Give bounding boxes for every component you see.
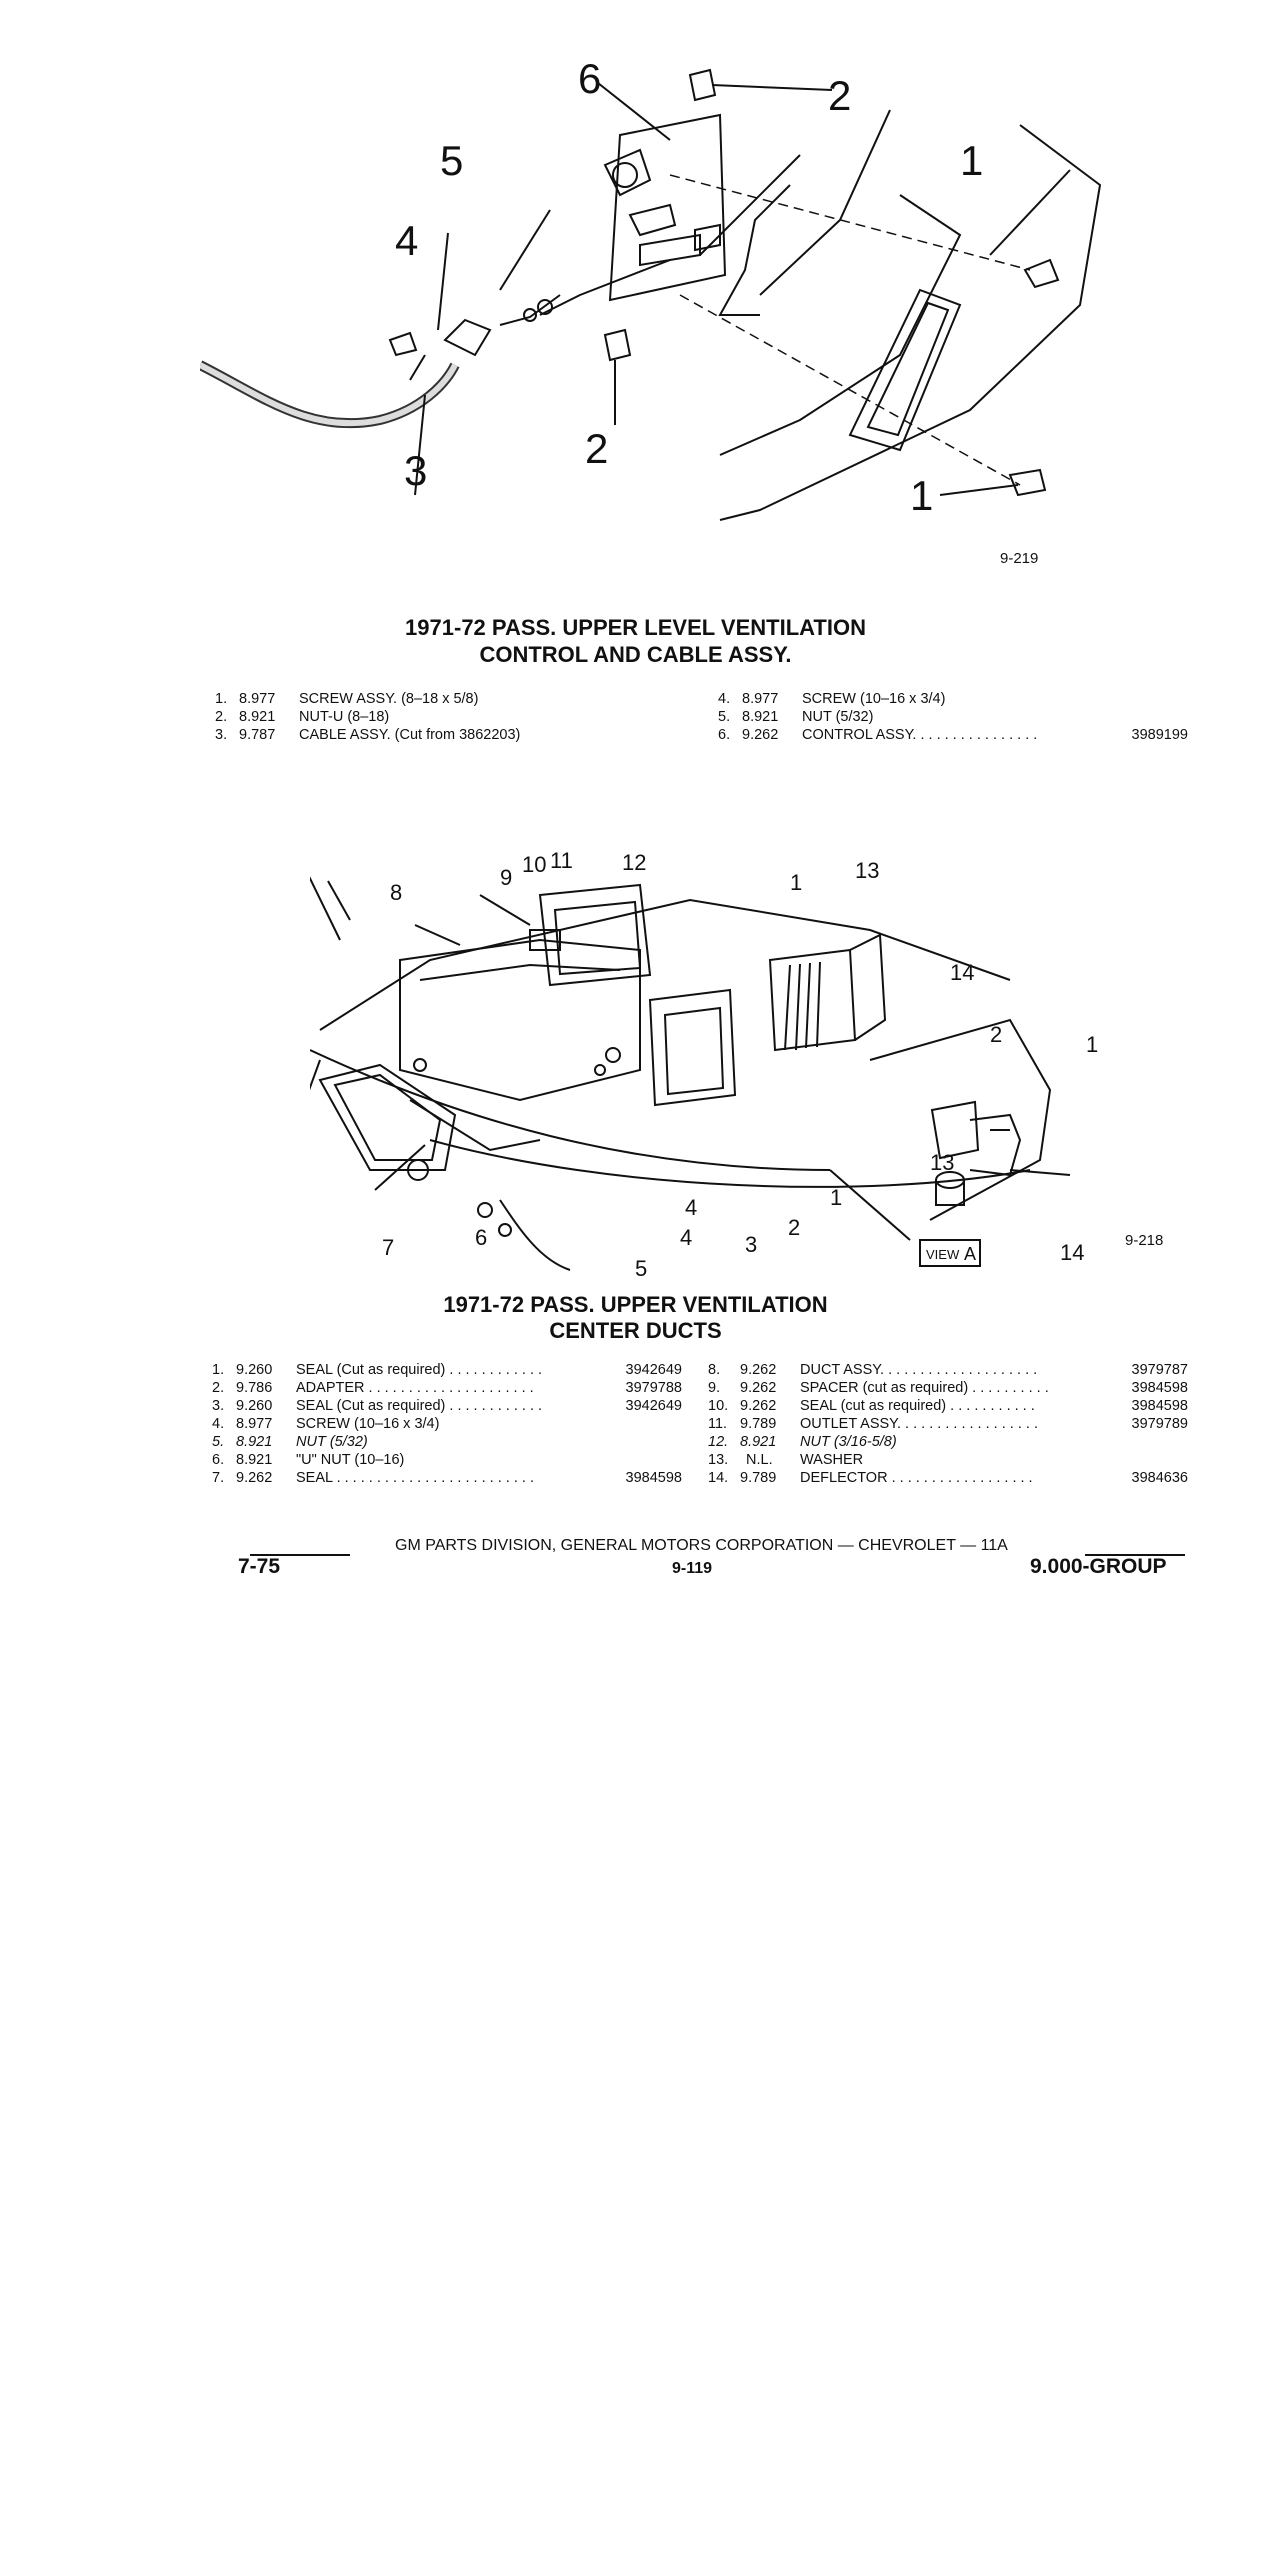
parts-row: 4. 8.977 SCREW (10–16 x 3/4) [718,691,946,707]
svg-text:10: 10 [522,852,547,877]
svg-text:1: 1 [960,137,984,184]
svg-text:6: 6 [475,1225,488,1250]
svg-text:3: 3 [404,447,428,494]
svg-text:14: 14 [1060,1240,1085,1265]
figure1-caption-line1: 1971-72 PASS. UPPER LEVEL VENTILATION [405,615,866,640]
figure1-parts-list-right [718,690,1188,744]
svg-text:13: 13 [930,1150,955,1175]
svg-text:9: 9 [500,865,513,890]
svg-text:VIEW: VIEW [926,1247,960,1262]
svg-text:6: 6 [578,55,602,102]
parts-row: 6. 9.262 CONTROL ASSY. . . . . . . . . . . . . . . . 3989199 [718,727,1188,743]
svg-text:1: 1 [830,1185,843,1210]
svg-text:5: 5 [635,1256,648,1280]
parts-row: 3. 9.787 CABLE ASSY. (Cut from 3862203) [215,727,521,743]
figure2-caption-line2: CENTER DUCTS [549,1318,722,1343]
svg-text:1: 1 [790,870,803,895]
parts-row: 12. 8.921 NUT (3/16-5/8) [708,1434,897,1450]
svg-text:12: 12 [622,850,647,875]
figure2-parts-list-left [212,1361,682,1487]
svg-text:A: A [964,1244,977,1264]
parts-row: 5. 8.921 NUT (5/32) [718,709,874,725]
parts-row: 14. 9.789 DEFLECTOR . . . . . . . . . . . . . . . . . . 3984636 [708,1470,1188,1486]
parts-row: 2. 9.786 ADAPTER . . . . . . . . . . . . . . . . . . . . . 3979788 [212,1380,682,1396]
footer-publisher: GM PARTS DIVISION, GENERAL MOTORS CORPORATION — CHEVROLET — 11A [395,1537,1008,1554]
figure2-caption-line1: 1971-72 PASS. UPPER VENTILATION [443,1292,828,1317]
svg-text:2: 2 [828,72,852,119]
parts-row: 9. 9.262 SPACER (cut as required) . . . . . . . . . . 3984598 [708,1380,1188,1396]
svg-text:2: 2 [585,425,609,472]
svg-text:2: 2 [990,1022,1003,1047]
svg-text:2: 2 [788,1215,801,1240]
svg-text:1: 1 [910,472,934,519]
figure-number: 9-218 [1125,1232,1164,1249]
parts-row: 13. N.L. WASHER [708,1452,864,1468]
parts-row: 6. 8.921 "U" NUT (10–16) [212,1452,405,1468]
svg-text:7: 7 [382,1235,395,1260]
control-cable-illustration [200,55,1120,535]
figure1-caption-line2: CONTROL AND CABLE ASSY. [479,642,792,667]
parts-row: 10. 9.262 SEAL (cut as required) . . . . . . . . . . . 3984598 [708,1398,1188,1414]
footer-left-code: 7-75 [238,1555,281,1578]
parts-row: 11. 9.789 OUTLET ASSY. . . . . . . . . . . . . . . . . . 3979789 [708,1416,1188,1432]
figure-number: 9-219 [1000,550,1039,567]
footer-page-number: 9-119 [672,1560,713,1577]
svg-text:3: 3 [745,1232,758,1257]
parts-row: 7. 9.262 SEAL . . . . . . . . . . . . . . . . . . . . . . . . . 3984598 [212,1470,682,1486]
svg-text:4: 4 [685,1195,698,1220]
parts-row: 8. 9.262 DUCT ASSY. . . . . . . . . . . . . . . . . . . . 3979787 [708,1362,1188,1378]
figure2-parts-list-right [708,1361,1188,1487]
parts-row: 1. 8.977 SCREW ASSY. (8–18 x 5/8) [215,691,479,707]
svg-text:4: 4 [680,1225,693,1250]
footer-group: 9.000-GROUP [1030,1555,1167,1578]
svg-text:1: 1 [1086,1032,1099,1057]
parts-row: 3. 9.260 SEAL (Cut as required) . . . . . . . . . . . . 3942649 [212,1398,682,1414]
parts-row: 5. 8.921 NUT (5/32) [212,1434,368,1450]
svg-text:8: 8 [390,880,403,905]
figure1-parts-list-left [215,690,615,744]
parts-row: 2. 8.921 NUT-U (8–18) [215,709,390,725]
svg-text:14: 14 [950,960,975,985]
svg-text:4: 4 [395,217,419,264]
figure-control-cable-diagram [200,55,1120,567]
svg-text:5: 5 [440,137,464,184]
parts-row: 1. 9.260 SEAL (Cut as required) . . . . . . . . . . . . 3942649 [212,1362,682,1378]
center-ducts-illustration [310,840,1190,1280]
svg-text:11: 11 [550,848,573,873]
parts-row: 4. 8.977 SCREW (10–16 x 3/4) [212,1416,440,1432]
figure-center-ducts-diagram [310,840,1190,1280]
svg-text:13: 13 [855,858,880,883]
